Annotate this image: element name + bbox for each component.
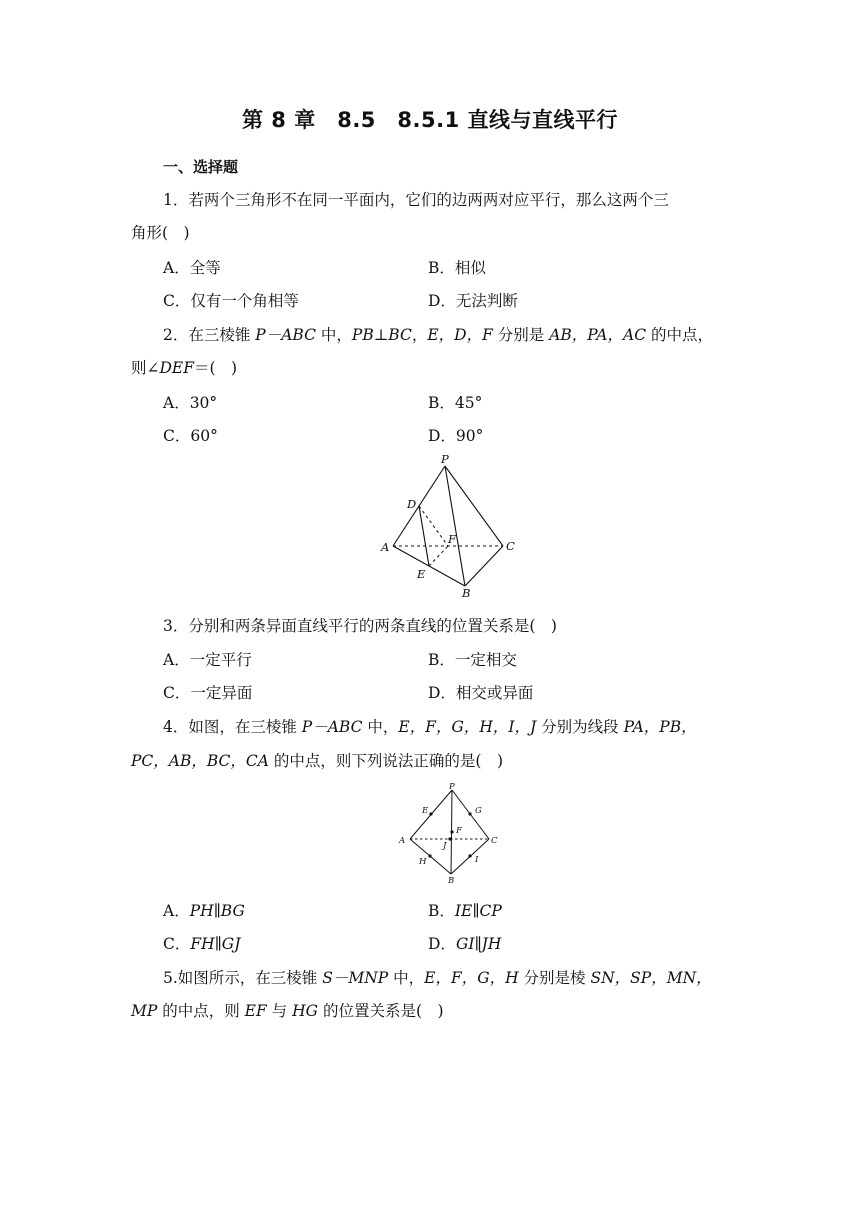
q5-hg: HG bbox=[292, 1002, 319, 1020]
q2-option-a[interactable]: A．30° bbox=[163, 394, 218, 412]
q3-option-b[interactable]: B．一定相交 bbox=[428, 651, 517, 669]
q4-option-c-text: FH∥GJ bbox=[190, 935, 241, 953]
q4-option-d-text: GI∥JH bbox=[455, 935, 502, 953]
q4-option-a-prefix: A． bbox=[163, 902, 190, 920]
q4-label-e: E bbox=[422, 806, 429, 816]
q2-pyramid: P－ABC bbox=[255, 326, 316, 344]
q2-mid2: ， bbox=[411, 326, 428, 344]
q5-ef: EF bbox=[244, 1002, 267, 1020]
q2-line2-pre: 则∠ bbox=[131, 359, 160, 377]
q2-mid3: 分别是 bbox=[492, 326, 550, 344]
q1-option-c[interactable]: C．仅有一个角相等 bbox=[163, 292, 299, 310]
q5-mid: 中， bbox=[388, 969, 425, 987]
question-2-line-1 bbox=[163, 323, 713, 345]
q4-label-c: C bbox=[491, 836, 498, 846]
q2-label-f: F bbox=[448, 532, 456, 546]
q4-option-c-prefix: C． bbox=[163, 935, 191, 953]
q2-label-b: B bbox=[462, 586, 471, 600]
q5-lead: 5.如图所示，在三棱锥 bbox=[163, 969, 323, 987]
q2-segments: AB，PA，AC bbox=[549, 326, 647, 344]
q4-pyramid: P－ABC bbox=[301, 718, 363, 736]
q4-label-g: G bbox=[475, 806, 482, 816]
q4-points: E，F，G，H，I，J bbox=[398, 718, 537, 736]
q4-label-j: J bbox=[443, 841, 447, 851]
q4-option-d[interactable] bbox=[428, 932, 501, 954]
q5-segments-1: SN，SP，MN， bbox=[590, 969, 712, 987]
q2-tail: 的中点， bbox=[646, 326, 713, 344]
q4-mid: 中， bbox=[362, 718, 399, 736]
q4-segments-2: PC，AB，BC，CA bbox=[131, 752, 269, 770]
q1-option-d[interactable]: D．无法判断 bbox=[428, 292, 518, 310]
q4-mid2: 分别为线段 bbox=[536, 718, 624, 736]
q2-label-e: E bbox=[417, 567, 426, 581]
q2-label-p: P bbox=[441, 452, 449, 466]
q5-tail: 的位置关系是( ) bbox=[318, 1002, 444, 1020]
question-1-line-1: 1．若两个三角形不在同一平面内，它们的边两两对应平行，那么这两个三 bbox=[163, 191, 669, 209]
q5-mid2: 分别是棱 bbox=[518, 969, 591, 987]
page-title: 第 8 章 8.5 8.5.1 直线与直线平行 bbox=[241, 108, 619, 132]
q2-pyramid-figure bbox=[375, 450, 525, 600]
question-5-line-2 bbox=[131, 999, 444, 1021]
q2-label-c: C bbox=[506, 539, 515, 553]
q4-lead: 4．如图，在三棱锥 bbox=[163, 718, 302, 736]
q4-option-b-text: IE∥CP bbox=[454, 902, 502, 920]
q2-mid: 中， bbox=[315, 326, 352, 344]
q4-label-h: H bbox=[419, 857, 427, 867]
q5-points: E，F，G，H bbox=[424, 969, 519, 987]
q5-mid4: 与 bbox=[266, 1002, 293, 1020]
q1-option-b[interactable]: B．相似 bbox=[428, 259, 486, 277]
question-2-line-2 bbox=[131, 356, 237, 378]
section-heading: 一、选择题 bbox=[163, 158, 239, 176]
q4-option-b[interactable] bbox=[428, 899, 502, 921]
q4-option-c[interactable] bbox=[163, 932, 240, 954]
q2-lead: 2．在三棱锥 bbox=[163, 326, 256, 344]
question-1-line-2: 角形( ) bbox=[131, 224, 190, 242]
q4-pyramid-figure bbox=[395, 782, 505, 888]
question-5-line-1 bbox=[163, 966, 712, 988]
q5-pyramid: S－MNP bbox=[322, 969, 389, 987]
q5-segments-2: MP bbox=[131, 1002, 158, 1020]
q3-option-a[interactable]: A．一定平行 bbox=[163, 651, 252, 669]
question-4-line-1 bbox=[163, 715, 697, 737]
q2-points: E，D，F bbox=[427, 326, 493, 344]
q2-option-c[interactable]: C．60° bbox=[163, 427, 218, 445]
q4-option-d-prefix: D． bbox=[428, 935, 456, 953]
q3-option-d[interactable]: D．相交或异面 bbox=[428, 684, 534, 702]
q4-segments-1: PA，PB， bbox=[623, 718, 697, 736]
q4-option-a[interactable] bbox=[163, 899, 245, 921]
q2-label-a: A bbox=[381, 540, 390, 554]
q4-label-b: B bbox=[448, 876, 455, 886]
q2-angle: DEF bbox=[159, 359, 194, 377]
q4-label-i: I bbox=[475, 855, 479, 865]
q2-option-b[interactable]: B．45° bbox=[428, 394, 483, 412]
q5-mid3: 的中点，则 bbox=[157, 1002, 245, 1020]
q4-tail: 的中点，则下列说法正确的是( ) bbox=[268, 752, 503, 770]
q4-option-a-text: PH∥BG bbox=[189, 902, 245, 920]
q1-option-a[interactable]: A．全等 bbox=[163, 259, 221, 277]
question-4-line-2 bbox=[131, 749, 503, 771]
question-3-line-1: 3．分别和两条异面直线平行的两条直线的位置关系是( ) bbox=[163, 617, 557, 635]
q2-line2-post: ＝( ) bbox=[194, 359, 238, 377]
q2-label-d: D bbox=[407, 497, 417, 511]
q2-relation: PB⊥BC bbox=[351, 326, 412, 344]
q3-option-c[interactable]: C．一定异面 bbox=[163, 684, 253, 702]
q4-label-f: F bbox=[456, 826, 462, 836]
q2-option-d[interactable]: D．90° bbox=[428, 427, 484, 445]
q4-option-b-prefix: B． bbox=[428, 902, 455, 920]
q4-label-p: P bbox=[449, 782, 455, 792]
q4-label-a: A bbox=[399, 836, 406, 846]
